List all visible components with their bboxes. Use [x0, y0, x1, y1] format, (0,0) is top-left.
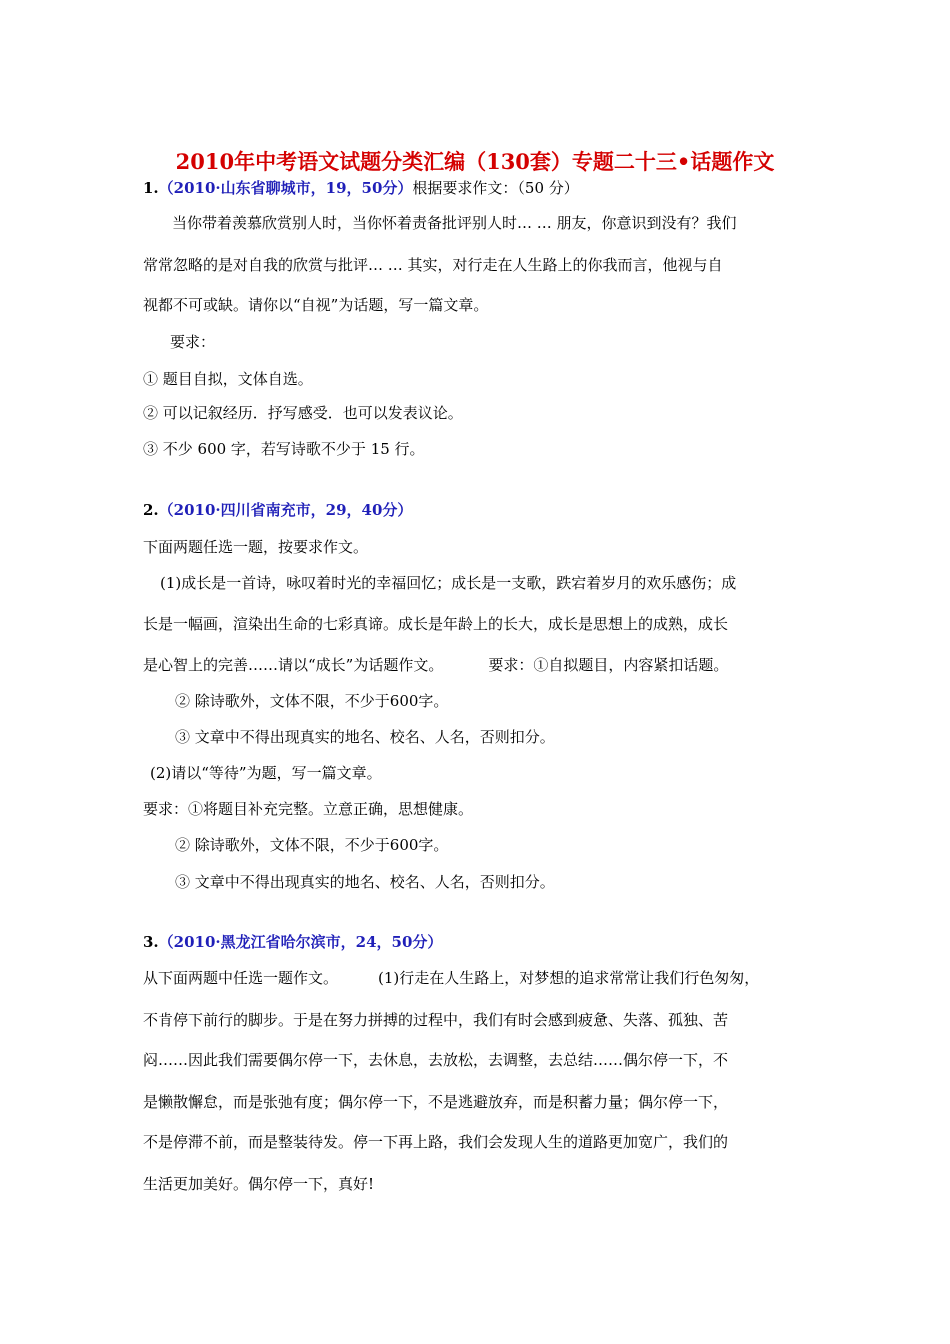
q2-requirement: 要求：①自拟题目，内容紧扣话题。 [488, 656, 729, 674]
q3-paragraph-line: 闷……因此我们需要偶尔停一下，去休息，去放松，去调整，去总结……偶尔停一下，不 [143, 1051, 729, 1069]
q1-paragraph-line: 视都不可或缺。请你以“自视”为话题，写一篇文章。 [143, 296, 489, 314]
q3-paragraph-text: 从下面两题中任选一题作文。 [143, 969, 339, 987]
q2-number: 2. [143, 501, 159, 519]
q2-header [143, 500, 412, 520]
q3-paragraph-text: (1)行走在人生路上，对梦想的追求常常让我们行色匆匆， [378, 969, 760, 987]
q1-header [143, 178, 579, 198]
q2-paragraph-line: (1)成长是一首诗，咏叹着时光的幸福回忆；成长是一支歌，跌宕着岁月的欢乐感伤；成 [160, 574, 737, 592]
q1-requirement: ① 题目自拟，文体自选。 [143, 370, 313, 388]
q2-requirement: ③ 文章中不得出现真实的地名、校名、人名，否则扣分。 [175, 728, 555, 746]
q3-paragraph-line: 生活更加美好。偶尔停一下，真好! [143, 1175, 375, 1193]
q2-paragraph-line: 长是一幅画，渲染出生命的七彩真谛。成长是年龄上的长大，成长是思想上的成熟，成长 [143, 615, 729, 633]
q3-paragraph-line: 不肯停下前行的脚步。于是在努力拼搏的过程中，我们有时会感到疲惫、失落、孤独、苦 [143, 1011, 729, 1029]
q3-header [143, 932, 442, 952]
q2-intro: 下面两题任选一题，按要求作文。 [143, 538, 369, 556]
q2-paragraph-line [143, 655, 728, 675]
document-title: 2010年中考语文试题分类汇编（130套）专题二十三•话题作文 [175, 149, 775, 174]
q1-source: （2010·山东省聊城市，19，50分） [158, 179, 413, 197]
q2-option-2: (2)请以“等待”为题，写一篇文章。 [150, 764, 382, 782]
q2-requirement: ② 除诗歌外，文体不限，不少于600字。 [175, 836, 449, 854]
q2-requirement: ② 除诗歌外，文体不限，不少于600字。 [175, 692, 449, 710]
q1-instruction: 根据要求作文：（50 分） [412, 179, 579, 197]
q1-requirement: ③ 不少 600 字，若写诗歌不少于 15 行。 [143, 440, 425, 458]
q3-paragraph-line: 是懒散懈怠，而是张弛有度；偶尔停一下，不是逃避放弃，而是积蓄力量；偶尔停一下， [143, 1093, 729, 1111]
q2-requirement: ③ 文章中不得出现真实的地名、校名、人名，否则扣分。 [175, 873, 555, 891]
q3-source: （2010·黑龙江省哈尔滨市，24，50分） [158, 933, 443, 951]
q3-paragraph-line: 不是停滞不前，而是整装待发。停一下再上路，我们会发现人生的道路更加宽广，我们的 [143, 1133, 729, 1151]
q1-number: 1. [143, 179, 159, 197]
q1-paragraph-line: 常常忽略的是对自我的欣赏与批评… … 其实，对行走在人生路上的你我而言，他视与自 [143, 256, 723, 274]
q1-requirements-label: 要求： [170, 333, 216, 351]
q1-paragraph-line: 当你带着羡慕欣赏别人时，当你怀着责备批评别人时… … 朋友，你意识到没有？我们 [172, 214, 737, 232]
q1-requirement: ② 可以记叙经历．抒写感受．也可以发表议论。 [143, 404, 463, 422]
q3-number: 3. [143, 933, 159, 951]
q2-source: （2010·四川省南充市，29，40分） [158, 501, 413, 519]
q2-paragraph-text: 是心智上的完善……请以“成长”为话题作文。 [143, 656, 444, 674]
q3-paragraph-line [143, 968, 759, 988]
q2-requirement: 要求：①将题目补充完整。立意正确，思想健康。 [143, 800, 474, 818]
